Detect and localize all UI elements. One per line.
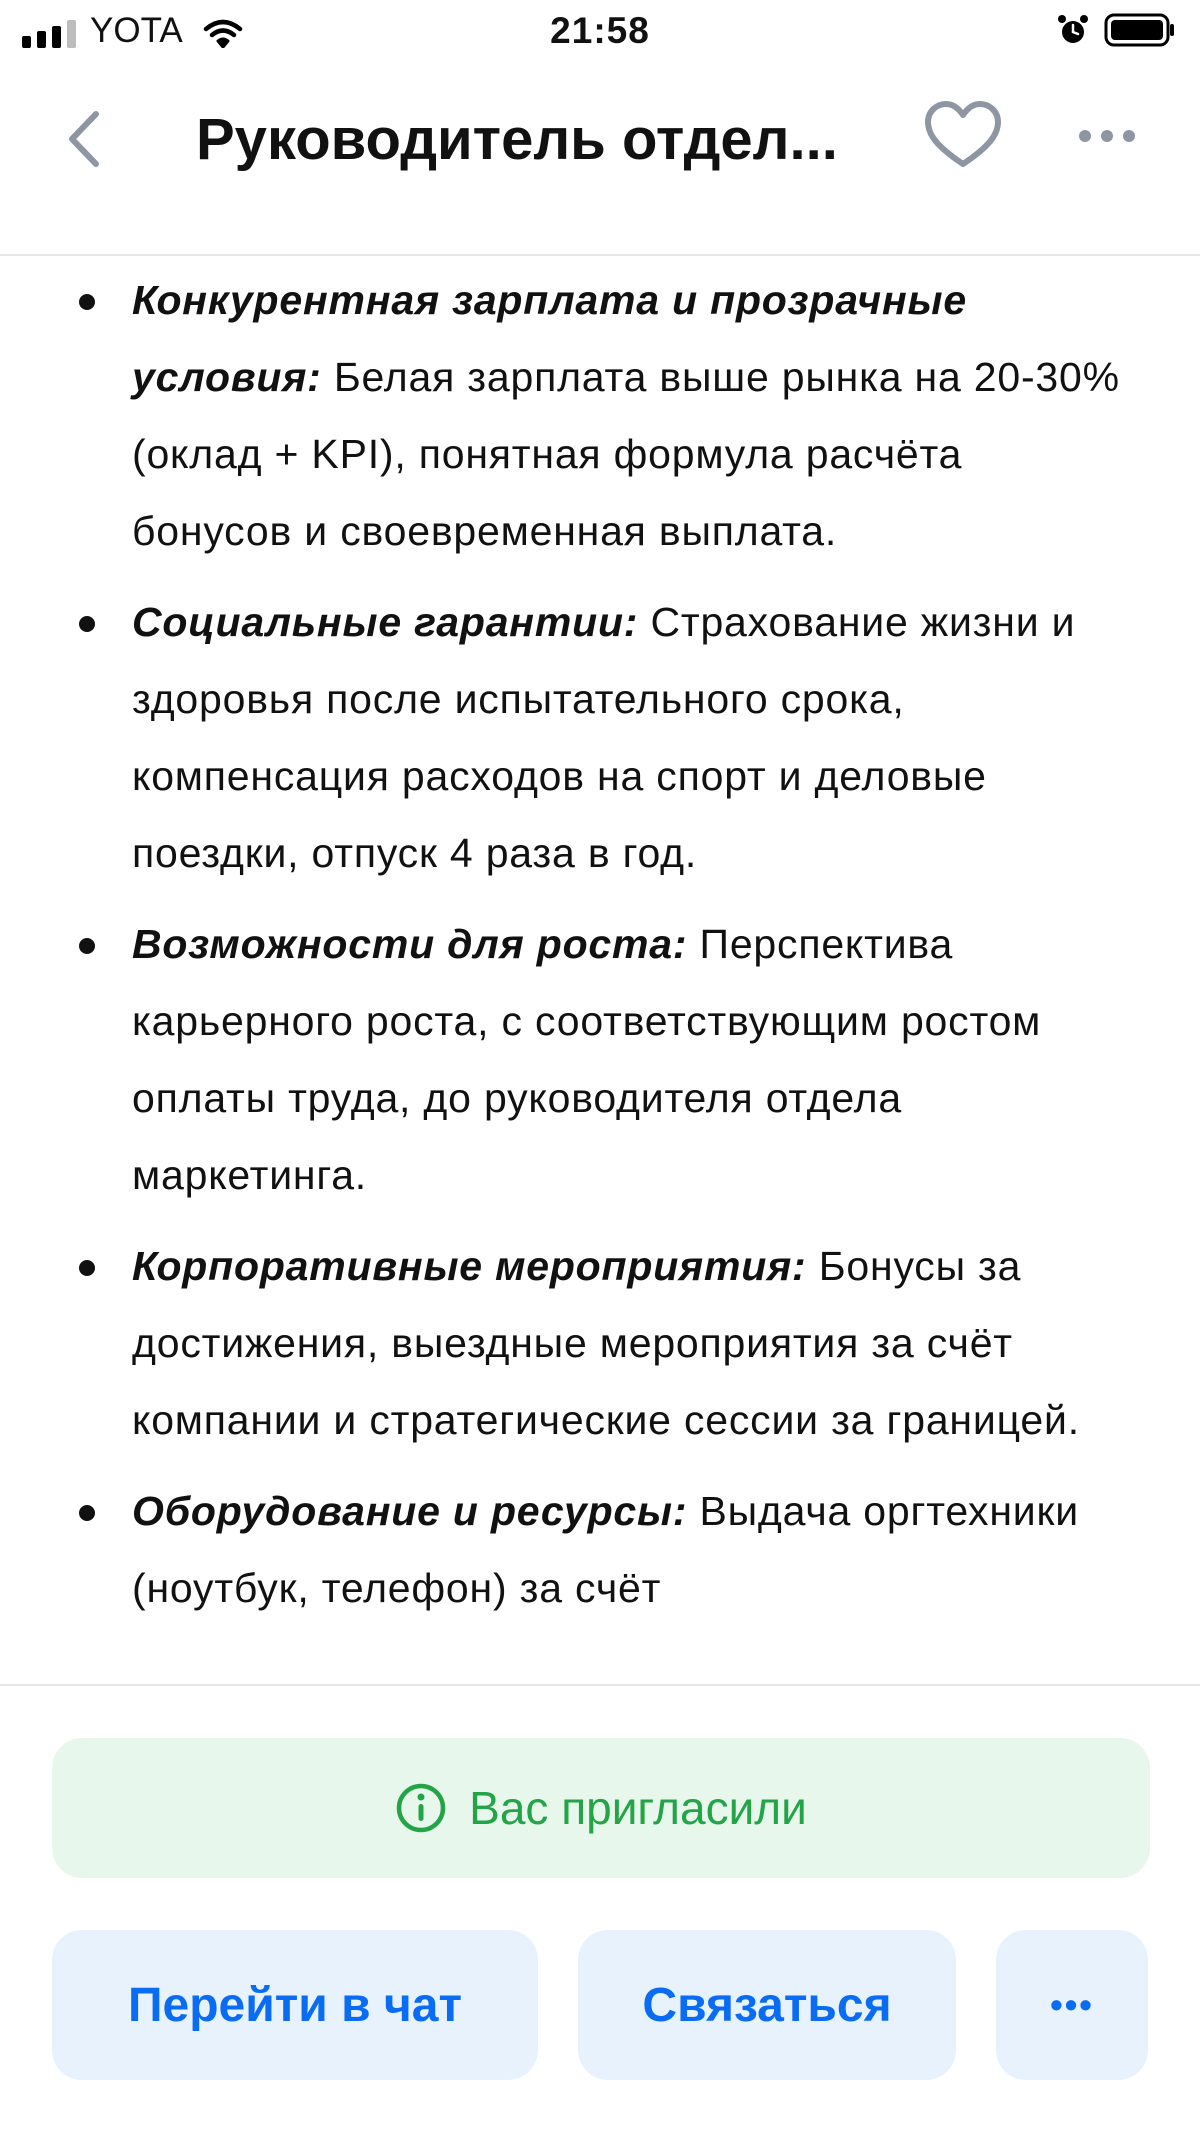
go-to-chat-button[interactable]: Перейти в чат	[52, 1930, 538, 2080]
benefit-description: Перспектива карьерного роста, с соответствующим ростом оплаты труда, до руководителя отдела маркетинга.	[132, 921, 1042, 1198]
divider	[0, 1684, 1200, 1686]
bullet	[79, 1505, 95, 1521]
more-actions-button[interactable]	[996, 1930, 1148, 2080]
benefit-title: Оборудование и ресурсы:	[132, 1488, 688, 1534]
more-menu-button[interactable]	[1076, 116, 1138, 156]
status-time: 21:58	[550, 10, 650, 51]
favorite-button[interactable]	[922, 96, 1004, 178]
benefit-description: Белая зарплата выше рынка на 20-30% (оклад + KPI), понятная формула расчёта бонусов и своевременная выплата.	[132, 354, 1120, 554]
info-circle-icon	[395, 1782, 447, 1834]
page-title: Руководитель отдел...	[196, 107, 838, 172]
status-bar	[0, 0, 1200, 66]
invitation-status	[395, 1781, 807, 1835]
list-item	[0, 1228, 1132, 1459]
benefit-title: Социальные гарантии:	[132, 599, 639, 645]
more-horizontal-icon	[1076, 116, 1138, 156]
invitation-status-banner	[52, 1738, 1150, 1878]
benefit-text	[132, 584, 1132, 892]
more-horizontal-icon: •••	[1050, 1984, 1094, 2025]
bullet	[79, 938, 95, 954]
benefit-text	[132, 1473, 1132, 1627]
nav-bar	[0, 66, 1200, 256]
contact-button[interactable]: Связаться	[578, 1930, 956, 2080]
carrier-name: YOTA	[90, 11, 183, 50]
benefits-list	[0, 262, 1132, 1641]
benefit-description: Страхование жизни и здоровья после испытательного срока, компенсация расходов на спорт и деловые поездки, отпуск 4 раза в год.	[132, 599, 1076, 876]
chevron-left-icon	[62, 106, 112, 172]
benefit-description: Бонусы за достижения, выездные мероприятия за счёт компании и стратегические сессии за границей.	[132, 1243, 1080, 1443]
list-item	[0, 584, 1132, 892]
bullet	[79, 1260, 95, 1276]
heart-outline-icon	[922, 96, 1004, 178]
benefit-text	[132, 1228, 1132, 1459]
benefit-text	[132, 906, 1132, 1214]
list-item	[0, 262, 1132, 570]
list-item	[0, 906, 1132, 1214]
battery-icon	[1104, 12, 1176, 48]
benefit-text	[132, 262, 1132, 570]
invitation-status-label: Вас пригласили	[469, 1782, 807, 1834]
benefit-title: Возможности для роста:	[132, 921, 688, 967]
benefit-title: Корпоративные мероприятия:	[132, 1243, 807, 1289]
list-item	[0, 1473, 1132, 1627]
benefit-title: Конкурентная зарплата и прозрачные условия:	[132, 277, 967, 400]
alarm-clock-icon	[1056, 13, 1090, 47]
bullet	[79, 616, 95, 632]
bullet	[79, 294, 95, 310]
vacancy-description[interactable]	[0, 256, 1200, 1684]
benefit-description: Выдача оргтехники (ноутбук, телефон) за счёт	[132, 1488, 1079, 1611]
back-button[interactable]	[62, 106, 112, 172]
status-right	[1056, 12, 1176, 48]
